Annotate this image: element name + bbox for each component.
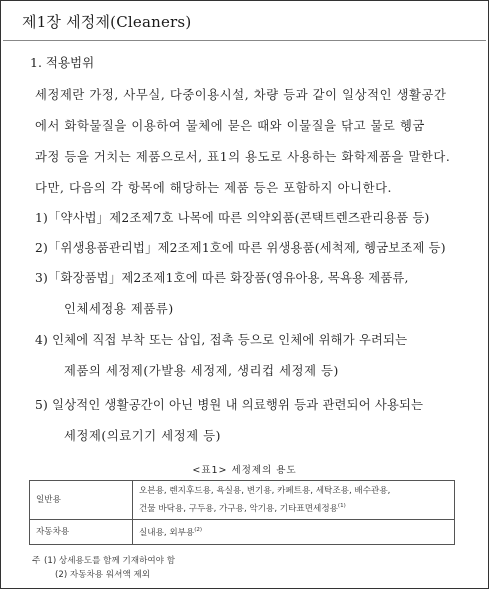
footnote-ref: (1) (337, 502, 346, 509)
usage-table (29, 480, 455, 545)
table-cell-label: 일반용 (30, 481, 133, 520)
footnote-ref: (2) (194, 527, 203, 534)
header-divider (3, 40, 486, 41)
table-cell-usage (133, 520, 455, 545)
exclusion-item: 5) 일상적인 생활공간이 아닌 병원 내 의료행위 등과 관련되어 사용되는 (35, 398, 424, 412)
table-row (30, 481, 455, 520)
intro-line: 세정제란 가정, 사무실, 다중이용시설, 차량 등과 같이 일상적인 생활공간 (35, 88, 447, 102)
exclusion-item-continued: 세정제(의료기기 세정제 등) (64, 429, 222, 443)
table-cell-usage (133, 481, 455, 520)
intro-line: 에서 화학물질을 이용하여 물체에 묻은 때와 이물질을 닦고 물로 헹굼 (35, 119, 425, 133)
table-caption: <표1> 세정제의 용도 (192, 465, 297, 476)
usage-line (139, 499, 448, 517)
usage-line-text: 실내용, 외부용 (139, 527, 195, 538)
table-note-prefix: 주 (32, 556, 41, 566)
section-heading: 1. 적용범위 (30, 55, 95, 70)
exclusion-item-continued: 인체세정용 제품류) (64, 302, 174, 316)
exclusion-item: 1)「약사법」제2조제7호 나목에 따른 의약외품(콘택트렌즈관리용품 등) (35, 211, 430, 225)
exclusion-item-continued: 제품의 세정제(가발용 세정제, 생리컵 세정제 등) (64, 364, 339, 378)
exclusion-item: 4) 인체에 직접 부착 또는 삽입, 접촉 등으로 인체에 위해가 우려되는 (35, 333, 408, 347)
table-cell-label: 자동차용 (30, 520, 133, 545)
intro-line: 다만, 다음의 각 항목에 해당하는 제품 등은 포함하지 아니한다. (35, 181, 393, 195)
table-row (30, 520, 455, 545)
usage-line: 오븐용, 렌지후드용, 욕실용, 변기용, 카페트용, 세탁조용, 배수관용, (139, 485, 391, 496)
table-note: (2) 자동차용 워셔액 제외 (55, 570, 151, 580)
table-note: (1) 상세용도를 함께 기재하여야 함 (44, 556, 176, 566)
exclusion-item: 3)「화장품법」제2조제1호에 따른 화장품(영유아용, 목욕용 제품류, (35, 271, 409, 285)
chapter-title: 제1장 세정제(Cleaners) (22, 13, 192, 31)
exclusion-item: 2)「위생용품관리법」제2조제1호에 따른 위생용품(세척제, 헹굼보조제 등) (35, 241, 446, 255)
intro-line: 과정 등을 거치는 제품으로서, 표1의 용도로 사용하는 화학제품을 말한다. (35, 150, 451, 164)
usage-line-text: 건물 바닥용, 구두용, 가구용, 악기용, 기타표면세정용 (139, 503, 338, 514)
